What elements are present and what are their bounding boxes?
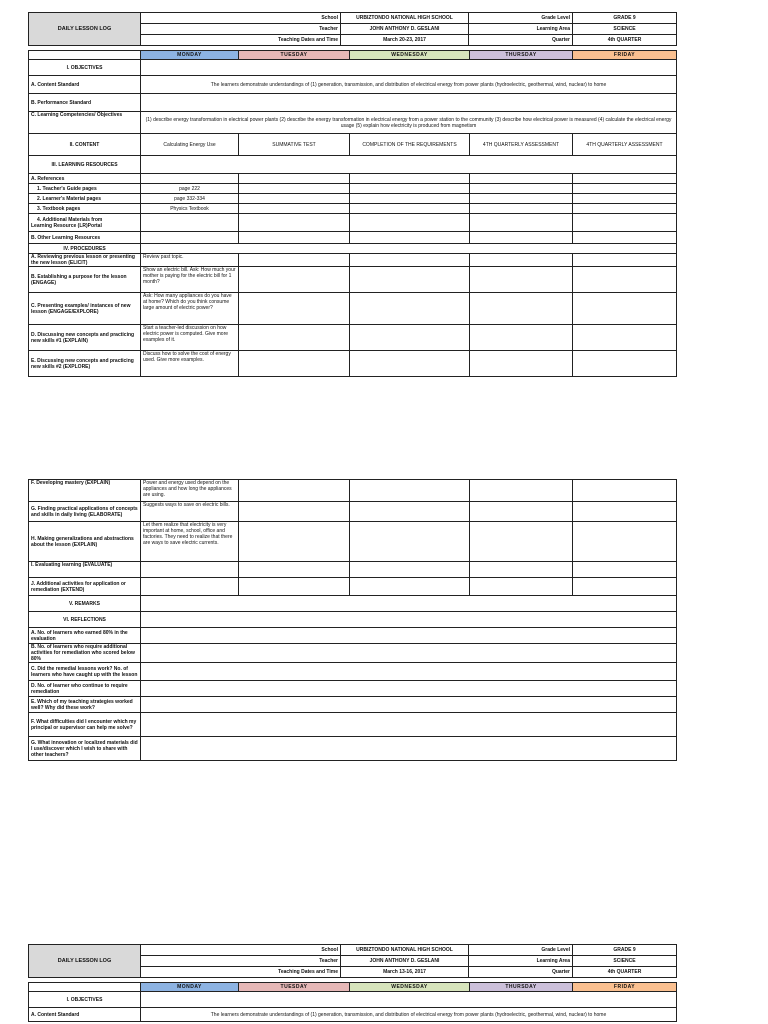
- tb-value: Physics Textbook: [141, 204, 239, 214]
- lesson-log-page-1: [28, 12, 676, 377]
- content-thursday: 4TH QUARTERLY ASSESSMENT: [470, 134, 573, 156]
- performance-standard-label: B. Performance Standard: [29, 94, 141, 112]
- procedures-title: IV. PROCEDURES: [29, 244, 141, 254]
- teacher-label-2: Teacher: [141, 956, 341, 967]
- remarks-title: V. REMARKS: [29, 596, 141, 612]
- area-label-2: Learning Area: [469, 956, 573, 967]
- dates-value: March 20-23, 2017: [341, 35, 469, 46]
- quarter-label-2: Quarter: [469, 967, 573, 978]
- school-label: School: [141, 13, 341, 24]
- proc-j-label: J. Additional activities for application or remediation (EXTEND): [29, 578, 141, 596]
- additional-materials-line-1: 4. Additional Materials from: [37, 216, 103, 223]
- day-friday-2: FRIDAY: [573, 983, 677, 992]
- teacher-label: Teacher: [141, 24, 341, 35]
- refl-d-label: D. No. of learner who continue to require remediation: [29, 681, 141, 697]
- day-tuesday-2: TUESDAY: [239, 983, 350, 992]
- proc-f-label: F. Developing mastery (EXPLAIN): [29, 480, 141, 502]
- grade-label: Grade Level: [469, 13, 573, 24]
- quarter-label: Quarter: [469, 35, 573, 46]
- school-label-2: School: [141, 945, 341, 956]
- content-standard-label: A. Content Standard: [29, 76, 141, 94]
- area-label: Learning Area: [469, 24, 573, 35]
- competencies-label: C. Learning Competencies/ Objectives: [29, 112, 141, 134]
- additional-materials-label: [29, 214, 141, 232]
- lesson-log-page-2: [28, 479, 676, 761]
- proc-c-label: C. Presenting examples/ instances of new lesson (ENGAGE/EXPLORE): [29, 293, 141, 325]
- teacher-value-2: JOHN ANTHONY D. GESLANI: [341, 956, 469, 967]
- log-title: DAILY LESSON LOG: [29, 13, 141, 46]
- school-value: URBIZTONDO NATIONAL HIGH SCHOOL: [341, 13, 469, 24]
- other-resources-label: B. Other Learning Resources: [29, 232, 141, 244]
- refl-b-label: B. No. of learners who require additional activities for remediation who scored below 80%: [29, 644, 141, 663]
- content-tuesday: SUMMATIVE TEST: [239, 134, 350, 156]
- day-friday: FRIDAY: [573, 51, 677, 60]
- proc-g-monday: Suggests ways to save on electric bills.: [141, 502, 239, 522]
- proc-b-label: B. Establishing a purpose for the lesson (ENGAGE): [29, 267, 141, 293]
- proc-e-monday: Discuss how to solve the cost of energy used. Give more examples.: [141, 351, 239, 377]
- references-label: A. References: [29, 174, 141, 184]
- content-title: II. CONTENT: [29, 134, 141, 156]
- dates-value-2: March 13-16, 2017: [341, 967, 469, 978]
- content-wednesday: COMPLETION OF THE REQUIREMENTS: [350, 134, 470, 156]
- school-value-2: URBIZTONDO NATIONAL HIGH SCHOOL: [341, 945, 469, 956]
- day-tuesday: TUESDAY: [239, 51, 350, 60]
- content-monday: Calculating Energy Use: [141, 134, 239, 156]
- proc-a-label: A. Reviewing previous lesson or presenting the new lesson (ELICIT): [29, 254, 141, 267]
- proc-f-monday: Power and energy used depend on the appliances and how long the appliances are using.: [141, 480, 239, 502]
- refl-g-label: G. What innovation or localized materials did I use/discover which I wish to share with other teachers?: [29, 737, 141, 761]
- dates-label: Teaching Dates and Time: [141, 35, 341, 46]
- refl-f-label: F. What difficulties did I encounter which my principal or supervisor can help me solve?: [29, 713, 141, 737]
- day-monday: MONDAY: [141, 51, 239, 60]
- day-monday-2: MONDAY: [141, 983, 239, 992]
- teacher-value: JOHN ANTHONY D. GESLANI: [341, 24, 469, 35]
- grade-value: GRADE 9: [573, 13, 677, 24]
- proc-e-label: E. Discussing new concepts and practicing new skills #2 (EXPLORE): [29, 351, 141, 377]
- proc-c-monday: Ask: How many appliances do you have at home? Which do you think consume large amount of electric power?: [141, 293, 239, 325]
- objectives-title: I. OBJECTIVES: [29, 60, 141, 76]
- content-friday: 4TH QUARTERLY ASSESSMENT: [573, 134, 677, 156]
- lm-label: 2. Learner's Material pages: [29, 194, 141, 204]
- header-table: [28, 12, 677, 46]
- main-table-3: [28, 982, 677, 1022]
- quarter-value-2: 4th QUARTER: [573, 967, 677, 978]
- dates-label-2: Teaching Dates and Time: [141, 967, 341, 978]
- proc-d-label: D. Discussing new concepts and practicing new skills #1 (EXPLAIN): [29, 325, 141, 351]
- refl-a-label: A. No. of learners who earned 80% in the evaluation: [29, 628, 141, 644]
- quarter-value: 4th QUARTER: [573, 35, 677, 46]
- day-thursday-2: THURSDAY: [470, 983, 573, 992]
- content-standard-label-2: A. Content Standard: [29, 1008, 141, 1022]
- proc-g-label: G. Finding practical applications of concepts and skills in daily living (ELABORATE): [29, 502, 141, 522]
- competencies-text: (1) describe energy transformation in electrical power plants (2) describe the energy transformation in electrical energy from a power station to the community (3) describe how electrical power is measured (4) calculate the electrical energy usage (5) explain how electricity is produced from magnetism: [141, 112, 677, 134]
- header-table-2: [28, 944, 677, 978]
- day-wednesday: WEDNESDAY: [350, 51, 470, 60]
- main-table-2: [28, 479, 677, 761]
- resources-title: III. LEARNING RESOURCES: [29, 156, 141, 174]
- tg-label: 1. Teacher's Guide pages: [29, 184, 141, 194]
- proc-b-monday: Show an electric bill. Ask: How much your mother is paying for the electric bill for 1 month?: [141, 267, 239, 293]
- objectives-title-2: I. OBJECTIVES: [29, 992, 141, 1008]
- lesson-log-page-3: [28, 944, 676, 1022]
- refl-e-label: E. Which of my teaching strategies worked well? Why did these work?: [29, 697, 141, 713]
- proc-i-label: I. Evaluating learning (EVALUATE): [29, 562, 141, 578]
- area-value-2: SCIENCE: [573, 956, 677, 967]
- proc-a-monday: Review past topic.: [141, 254, 239, 267]
- proc-h-monday: Let them realize that electricity is very important at home, school, office and factories. They need to realize that there are ways to save electric currents.: [141, 522, 239, 562]
- log-title-2: DAILY LESSON LOG: [29, 945, 141, 978]
- grade-label-2: Grade Level: [469, 945, 573, 956]
- day-thursday: THURSDAY: [470, 51, 573, 60]
- reflections-title: VI. REFLECTIONS: [29, 612, 141, 628]
- refl-c-label: C. Did the remedial lessons work? No. of learners who have caught up with the lesson: [29, 663, 141, 681]
- proc-h-label: H. Making generalizations and abstractions about the lesson (EXPLAIN): [29, 522, 141, 562]
- main-table-1: [28, 50, 677, 377]
- additional-materials-line-2: Learning Resource (LR)Portal: [31, 222, 102, 229]
- proc-d-monday: Start a teacher-led discussion on how electric power is computed. Give more examples of it.: [141, 325, 239, 351]
- tb-label: 3. Textbook pages: [29, 204, 141, 214]
- grade-value-2: GRADE 9: [573, 945, 677, 956]
- tg-value: page 222: [141, 184, 239, 194]
- area-value: SCIENCE: [573, 24, 677, 35]
- content-standard-text-2: The learners demonstrate understandings of (1) generation, transmission, and distribution of electrical energy from power plants (hydroelectric, geothermal, wind, nuclear) to home: [141, 1008, 677, 1022]
- lm-value: page 332-334: [141, 194, 239, 204]
- content-standard-text: The learners demonstrate understandings of (1) generation, transmission, and distribution of electrical energy from power plants (hydroelectric, geothermal, wind, nuclear) to home: [141, 76, 677, 94]
- day-wednesday-2: WEDNESDAY: [350, 983, 470, 992]
